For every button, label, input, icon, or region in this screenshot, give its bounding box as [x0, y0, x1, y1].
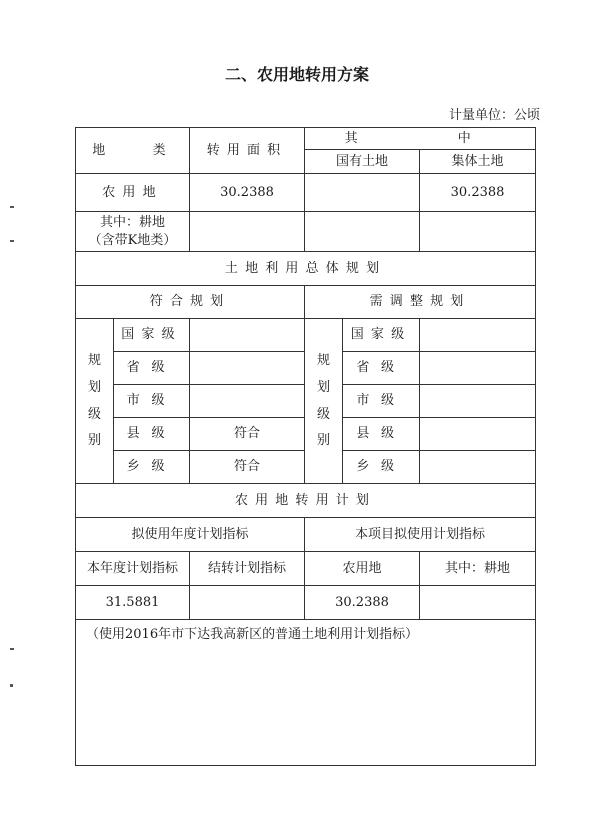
farmland-area: 30.2388 — [190, 174, 305, 212]
val-cultivated — [420, 586, 536, 620]
cultivated-label-line1: 其中：耕地 — [100, 214, 166, 230]
farmland-state — [305, 174, 420, 212]
land-conversion-table — [75, 127, 536, 766]
vlabel-char: 划 — [317, 379, 331, 395]
conform-value-city — [190, 385, 305, 418]
page-title: 二、农用地转用方案 — [224, 65, 369, 84]
proposed-annual-header: 拟使用年度计划指标 — [76, 518, 305, 552]
cultivated-collective — [420, 212, 536, 252]
adjust-value-national — [420, 319, 536, 352]
val-current-year: 31.5881 — [76, 586, 190, 620]
conform-value-national — [190, 319, 305, 352]
scan-mark — [10, 684, 13, 687]
conform-value-province — [190, 352, 305, 385]
scan-mark — [10, 206, 14, 208]
vlabel-char: 划 — [87, 379, 101, 395]
adjust-value-township — [420, 451, 536, 484]
plan-level-vertical-label-left — [76, 319, 114, 484]
note-text: （使用2016年市下达我高新区的普通土地利用计划指标） — [86, 627, 419, 642]
level-province-right: 省级 — [343, 352, 420, 385]
project-proposed-header: 本项目拟使用计划指标 — [305, 518, 536, 552]
cultivated-area — [190, 212, 305, 252]
header-converted-area: 转用面积 — [190, 128, 305, 174]
conform-value-county: 符合 — [190, 418, 305, 451]
adjust-value-province — [420, 352, 536, 385]
level-county-left: 县级 — [114, 418, 190, 451]
header-of-which: 其 中 — [305, 128, 536, 150]
scan-mark — [10, 648, 14, 650]
level-township-right: 乡级 — [343, 451, 420, 484]
val-farmland: 30.2388 — [305, 586, 420, 620]
conform-value-township: 符合 — [190, 451, 305, 484]
header-land-class: 地 类 — [76, 128, 190, 174]
conform-plan-header: 符合规划 — [76, 286, 305, 319]
vlabel-char: 别 — [317, 433, 331, 449]
col-current-year: 本年度计划指标 — [76, 552, 190, 586]
val-carryover — [190, 586, 305, 620]
header-state-land: 国有土地 — [305, 150, 420, 174]
vlabel-char: 规 — [317, 353, 331, 369]
level-township-left: 乡级 — [114, 451, 190, 484]
unit-label: 计量单位：公顷 — [448, 108, 540, 123]
level-county-right: 县级 — [343, 418, 420, 451]
level-city-right: 市级 — [343, 385, 420, 418]
level-city-left: 市级 — [114, 385, 190, 418]
farmland-collective: 30.2388 — [420, 174, 536, 212]
vlabel-char: 级 — [317, 406, 331, 422]
col-farmland: 农用地 — [305, 552, 420, 586]
vlabel-char: 规 — [87, 353, 101, 369]
cultivated-label-line2: （含带K地类） — [88, 232, 177, 248]
vlabel-char: 别 — [87, 433, 101, 449]
cultivated-label — [76, 212, 190, 252]
adjust-plan-header: 需调整规划 — [305, 286, 536, 319]
level-national-right: 国家级 — [343, 319, 420, 352]
header-collective-land: 集体土地 — [420, 150, 536, 174]
plan-level-vertical-label-right — [305, 319, 343, 484]
farmland-label: 农用地 — [76, 174, 190, 212]
cultivated-state — [305, 212, 420, 252]
overall-plan-title: 土地利用总体规划 — [76, 252, 536, 286]
col-carryover: 结转计划指标 — [190, 552, 305, 586]
level-province-left: 省级 — [114, 352, 190, 385]
level-national-left: 国家级 — [114, 319, 190, 352]
adjust-value-county — [420, 418, 536, 451]
vlabel-char: 级 — [87, 406, 101, 422]
conversion-plan-title: 农用地转用计划 — [76, 484, 536, 518]
scan-mark — [10, 240, 14, 242]
note-cell — [76, 620, 536, 766]
adjust-value-city — [420, 385, 536, 418]
col-cultivated: 其中：耕地 — [420, 552, 536, 586]
